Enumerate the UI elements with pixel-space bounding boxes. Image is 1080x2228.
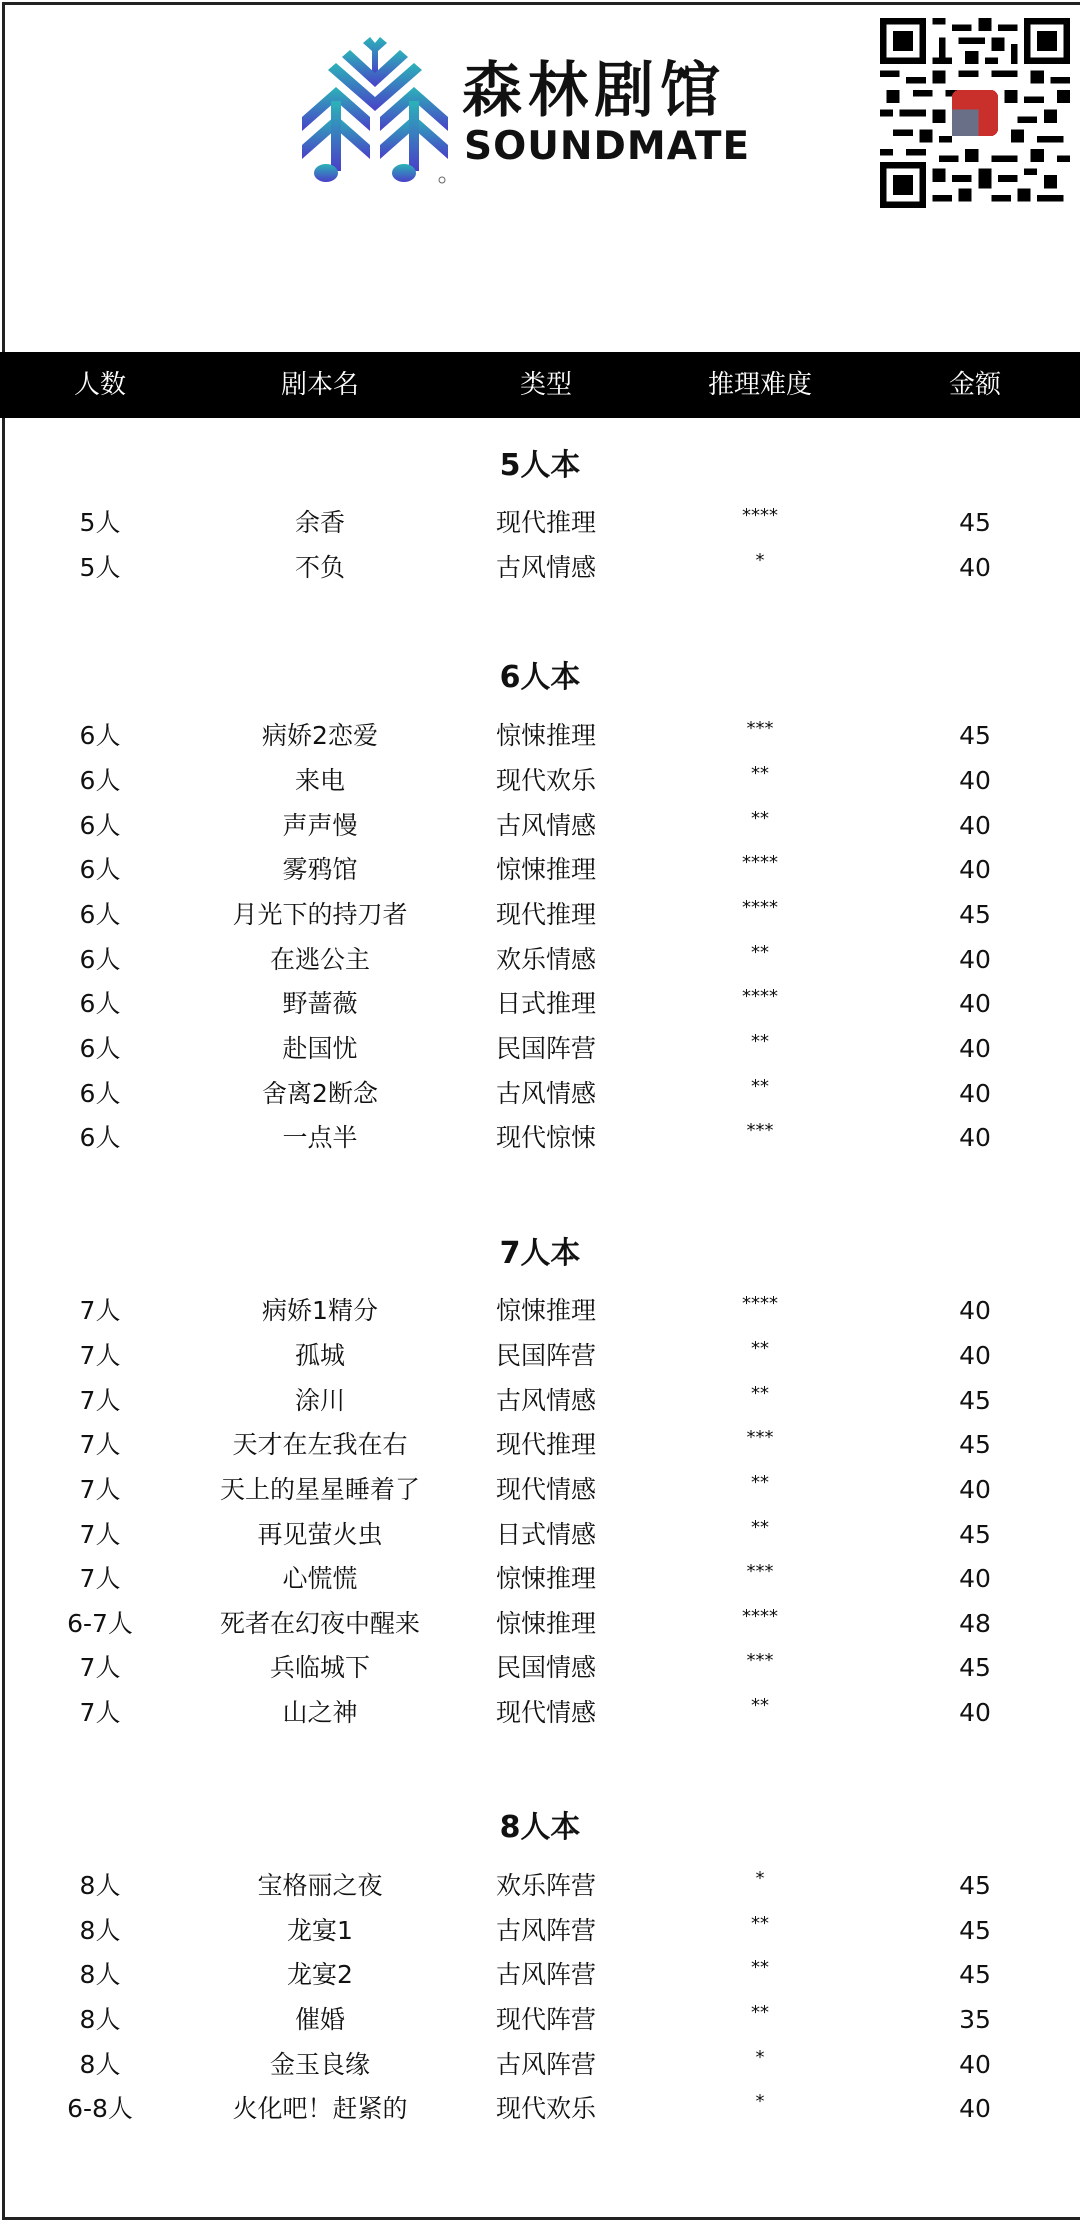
cell-genre: 民国阵营 <box>495 1034 597 1063</box>
cell-price: 40 <box>959 945 991 974</box>
table-row <box>0 1334 1080 1378</box>
table-row <box>0 2043 1080 2087</box>
cell-price: 45 <box>959 721 991 750</box>
cell-difficulty: **** <box>742 505 778 526</box>
cell-players: 6人 <box>79 945 121 974</box>
cell-genre: 日式情感 <box>495 1520 597 1549</box>
cell-difficulty: ** <box>751 1472 769 1493</box>
cell-players: 6人 <box>79 1079 121 1108</box>
cell-price: 40 <box>959 1034 991 1063</box>
table-row <box>0 1646 1080 1690</box>
cell-players: 7人 <box>79 1386 121 1415</box>
cell-difficulty: **** <box>742 897 778 918</box>
forest-logo-icon <box>300 35 450 190</box>
brand-name-cn: 森林剧馆 <box>462 56 726 126</box>
cell-difficulty: ** <box>751 808 769 829</box>
cell-difficulty: ** <box>751 763 769 784</box>
cell-players: 5人 <box>79 508 121 537</box>
cell-price: 45 <box>959 1871 991 1900</box>
table-row <box>0 2087 1080 2131</box>
cell-script-name: 孤城 <box>294 1341 346 1370</box>
cell-difficulty: ** <box>751 1695 769 1716</box>
table-row <box>0 1027 1080 1071</box>
cell-script-name: 金玉良缘 <box>269 2050 371 2079</box>
brand-name-en: SOUNDMATE <box>464 124 751 169</box>
cell-script-name: 山之神 <box>282 1698 358 1727</box>
cell-script-name: 天上的星星睡着了 <box>219 1475 421 1504</box>
cell-price: 45 <box>959 900 991 929</box>
cell-difficulty: ** <box>751 1031 769 1052</box>
cell-genre: 现代推理 <box>495 900 597 929</box>
cell-players: 8人 <box>79 1871 121 1900</box>
cell-price: 45 <box>959 1916 991 1945</box>
qr-code-icon[interactable] <box>880 18 1070 208</box>
table-row <box>0 1602 1080 1646</box>
cell-difficulty: *** <box>746 718 774 739</box>
cell-difficulty: ** <box>751 1957 769 1978</box>
cell-players: 5人 <box>79 553 121 582</box>
cell-genre: 现代惊悚 <box>495 1123 597 1152</box>
table-row <box>0 848 1080 892</box>
cell-players: 7人 <box>79 1341 121 1370</box>
cell-script-name: 余香 <box>294 508 346 537</box>
cell-script-name: 龙宴2 <box>287 1960 353 1989</box>
cell-difficulty: ** <box>751 2002 769 2023</box>
cell-script-name: 兵临城下 <box>269 1653 371 1682</box>
cell-genre: 现代情感 <box>495 1698 597 1727</box>
cell-players: 7人 <box>79 1296 121 1325</box>
cell-genre: 惊悚推理 <box>495 1609 597 1638</box>
cell-price: 48 <box>959 1609 991 1638</box>
cell-price: 45 <box>959 1653 991 1682</box>
table-row <box>0 1468 1080 1512</box>
cell-genre: 日式推理 <box>495 989 597 1018</box>
cell-price: 40 <box>959 1079 991 1108</box>
cell-price: 40 <box>959 553 991 582</box>
cell-genre: 古风阵营 <box>495 1916 597 1945</box>
cell-script-name: 涂川 <box>294 1386 346 1415</box>
cell-script-name: 龙宴1 <box>287 1916 353 1945</box>
cell-script-name: 赴国忧 <box>282 1034 358 1063</box>
cell-script-name: 死者在幻夜中醒来 <box>219 1609 421 1638</box>
table-row <box>0 1953 1080 1997</box>
cell-players: 8人 <box>79 1960 121 1989</box>
header-genre: 类型 <box>519 370 573 400</box>
cell-genre: 古风情感 <box>495 1386 597 1415</box>
cell-difficulty: **** <box>742 852 778 873</box>
table-row <box>0 501 1080 545</box>
cell-genre: 古风情感 <box>495 811 597 840</box>
cell-players: 7人 <box>79 1698 121 1727</box>
cell-difficulty: *** <box>746 1561 774 1582</box>
cell-difficulty: ** <box>751 942 769 963</box>
cell-difficulty: ** <box>751 1338 769 1359</box>
cell-players: 8人 <box>79 1916 121 1945</box>
table-row <box>0 1864 1080 1908</box>
table-header <box>0 352 1080 418</box>
cell-players: 6人 <box>79 721 121 750</box>
section-title-6: 6人本 <box>499 660 581 695</box>
table-row <box>0 759 1080 803</box>
cell-price: 35 <box>959 2005 991 2034</box>
cell-price: 40 <box>959 811 991 840</box>
cell-genre: 欢乐情感 <box>495 945 597 974</box>
cell-price: 40 <box>959 1341 991 1370</box>
cell-difficulty: * <box>755 550 765 571</box>
cell-price: 45 <box>959 1430 991 1459</box>
cell-genre: 现代欢乐 <box>495 766 597 795</box>
cell-price: 45 <box>959 508 991 537</box>
cell-script-name: 火化吧！赶紧的 <box>232 2094 408 2123</box>
cell-difficulty: **** <box>742 1606 778 1627</box>
cell-script-name: 来电 <box>294 766 346 795</box>
table-row <box>0 546 1080 590</box>
cell-price: 40 <box>959 2050 991 2079</box>
cell-script-name: 病娇1精分 <box>262 1296 378 1325</box>
cell-players: 6人 <box>79 855 121 884</box>
cell-genre: 现代欢乐 <box>495 2094 597 2123</box>
cell-genre: 惊悚推理 <box>495 1296 597 1325</box>
cell-price: 40 <box>959 766 991 795</box>
cell-genre: 古风阵营 <box>495 1960 597 1989</box>
section-title-7: 7人本 <box>499 1236 581 1271</box>
cell-players: 7人 <box>79 1475 121 1504</box>
cell-script-name: 宝格丽之夜 <box>257 1871 383 1900</box>
cell-difficulty: ** <box>751 1383 769 1404</box>
cell-difficulty: * <box>755 1868 765 1889</box>
cell-genre: 现代推理 <box>495 508 597 537</box>
cell-price: 40 <box>959 1123 991 1152</box>
table-row <box>0 1072 1080 1116</box>
table-row <box>0 1998 1080 2042</box>
cell-genre: 民国情感 <box>495 1653 597 1682</box>
cell-script-name: 声声慢 <box>282 811 358 840</box>
table-row <box>0 1423 1080 1467</box>
cell-difficulty: **** <box>742 1293 778 1314</box>
cell-script-name: 心慌慌 <box>282 1564 358 1593</box>
cell-players: 6人 <box>79 1034 121 1063</box>
cell-genre: 惊悚推理 <box>495 1564 597 1593</box>
cell-price: 40 <box>959 855 991 884</box>
cell-script-name: 野蔷薇 <box>282 989 358 1018</box>
cell-difficulty: **** <box>742 986 778 1007</box>
cell-players: 6人 <box>79 766 121 795</box>
cell-genre: 民国阵营 <box>495 1341 597 1370</box>
cell-genre: 古风情感 <box>495 1079 597 1108</box>
cell-players: 7人 <box>79 1653 121 1682</box>
table-row <box>0 1691 1080 1735</box>
table-row <box>0 714 1080 758</box>
cell-difficulty: * <box>755 2091 765 2112</box>
cell-players: 8人 <box>79 2050 121 2079</box>
table-row <box>0 938 1080 982</box>
cell-script-name: 再见萤火虫 <box>257 1520 383 1549</box>
table-row <box>0 1513 1080 1557</box>
table-row <box>0 1289 1080 1333</box>
cell-script-name: 不负 <box>294 553 346 582</box>
cell-price: 45 <box>959 1960 991 1989</box>
cell-players: 6人 <box>79 1123 121 1152</box>
section-title-5: 5人本 <box>499 448 581 483</box>
table-row <box>0 1557 1080 1601</box>
cell-difficulty: *** <box>746 1120 774 1141</box>
cell-difficulty: *** <box>746 1650 774 1671</box>
cell-genre: 现代阵营 <box>495 2005 597 2034</box>
cell-script-name: 病娇2恋爱 <box>262 721 378 750</box>
header-difficulty: 推理难度 <box>707 370 813 400</box>
header-players: 人数 <box>73 370 127 400</box>
cell-genre: 古风情感 <box>495 553 597 582</box>
cell-players: 6-8人 <box>67 2094 133 2123</box>
cell-players: 6人 <box>79 811 121 840</box>
cell-price: 40 <box>959 1698 991 1727</box>
cell-price: 45 <box>959 1386 991 1415</box>
cell-difficulty: ** <box>751 1517 769 1538</box>
cell-script-name: 舍离2断念 <box>262 1079 378 1108</box>
cell-price: 40 <box>959 1296 991 1325</box>
cell-players: 7人 <box>79 1520 121 1549</box>
cell-price: 40 <box>959 1564 991 1593</box>
cell-price: 40 <box>959 2094 991 2123</box>
table-row <box>0 982 1080 1026</box>
cell-genre: 现代情感 <box>495 1475 597 1504</box>
section-title-8: 8人本 <box>499 1810 581 1845</box>
cell-genre: 惊悚推理 <box>495 721 597 750</box>
cell-players: 8人 <box>79 2005 121 2034</box>
table-row <box>0 1909 1080 1953</box>
cell-script-name: 在逃公主 <box>269 945 371 974</box>
cell-difficulty: * <box>755 2047 765 2068</box>
cell-genre: 古风阵营 <box>495 2050 597 2079</box>
cell-price: 40 <box>959 1475 991 1504</box>
cell-script-name: 月光下的持刀者 <box>232 900 408 929</box>
table-row <box>0 804 1080 848</box>
header-script-name: 剧本名 <box>280 370 360 400</box>
cell-script-name: 天才在左我在右 <box>232 1430 408 1459</box>
cell-price: 40 <box>959 989 991 1018</box>
cell-players: 7人 <box>79 1564 121 1593</box>
cell-price: 45 <box>959 1520 991 1549</box>
cell-players: 6人 <box>79 900 121 929</box>
cell-script-name: 催婚 <box>294 2005 346 2034</box>
table-row <box>0 893 1080 937</box>
cell-genre: 欢乐阵营 <box>495 1871 597 1900</box>
cell-difficulty: *** <box>746 1427 774 1448</box>
cell-players: 6人 <box>79 989 121 1018</box>
table-row <box>0 1116 1080 1160</box>
cell-script-name: 雾鸦馆 <box>282 855 358 884</box>
cell-script-name: 一点半 <box>282 1123 358 1152</box>
cell-players: 7人 <box>79 1430 121 1459</box>
cell-genre: 现代推理 <box>495 1430 597 1459</box>
header-price: 金额 <box>948 370 1002 400</box>
cell-difficulty: ** <box>751 1913 769 1934</box>
table-row <box>0 1379 1080 1423</box>
cell-players: 6-7人 <box>67 1609 133 1638</box>
cell-genre: 惊悚推理 <box>495 855 597 884</box>
cell-difficulty: ** <box>751 1076 769 1097</box>
